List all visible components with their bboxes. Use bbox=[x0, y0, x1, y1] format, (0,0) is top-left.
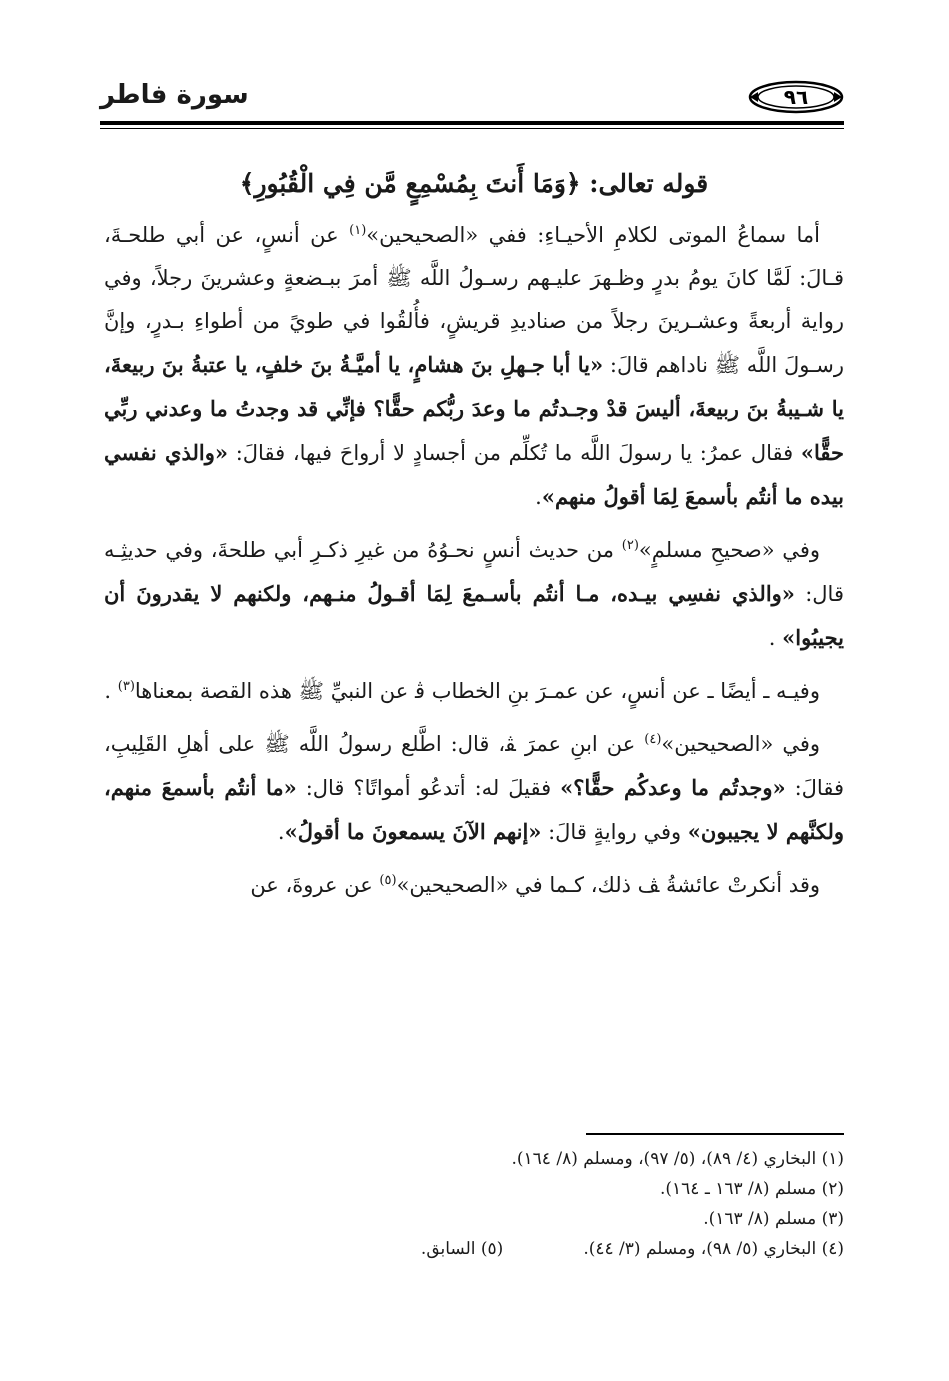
text-run: . bbox=[535, 485, 542, 509]
footnote-ref: (٤) bbox=[644, 732, 662, 747]
footnote-ref: (١) bbox=[349, 223, 367, 238]
paragraph-2 bbox=[104, 529, 844, 660]
paragraph-3 bbox=[104, 670, 844, 713]
text-run: وقد أنكرتْ عائشةُ ﭫ ذلك، كـما في «الصحيحين» bbox=[396, 873, 820, 897]
text-run: وفيـه ـ أيضًا ـ عن أنسٍ، عن عمـرَ بنِ الخطاب ﭬ عن النبيِّ ﷺ هذه القصة بمعناها bbox=[134, 679, 820, 703]
footnote-ref: (٣) bbox=[117, 679, 135, 694]
hadith-quote: «يا أبا جـهلِ بنَ هشامٍ، يا أميَّـةُ بنَ خلفٍ، يا عتبةُ بنَ ربيعةَ، يا شـيبةُ بنَ ربيعةَ، أليسَ قدْ وجـدتُم ما وعدَ ربُّكم حقًّا؟ فإنِّي قد وجدتُ ما وعدني ربِّي حقًّا» bbox=[104, 352, 844, 465]
text-run: . bbox=[104, 679, 118, 703]
hadith-quote: «وجدتُم ما وعدكُم حقًّا؟» bbox=[560, 775, 786, 800]
hadith-quote: «ما أنتُم بأسمعَ منهم، ولكنَّهم لا يجيبون» bbox=[104, 775, 844, 844]
text-run: فقيلَ له: أتدعُو أمواتًا؟ قال: bbox=[296, 776, 561, 800]
text-run: عن ابنِ عمرَ ﭭ، قال: اطَّلع رسولُ اللَّه ﷺ على أهلِ القَلِيبِ، فقالَ: bbox=[104, 732, 844, 800]
footnotes bbox=[104, 1144, 844, 1264]
main-text bbox=[104, 160, 844, 917]
paragraph-4 bbox=[104, 723, 844, 854]
footnote-5: (٥) السابق. bbox=[420, 1239, 504, 1259]
hadith-quote: «والذي نفسِي بيـده، مـا أنتُم بأسـمعَ لِمَا أقـولُ منـهم، ولكنهم لا يقدرونَ أن يجيبُوا» bbox=[104, 581, 844, 650]
text-run: من حديث أنسٍ نحـوُهُ من غيرِ ذكـرِ أبي طلحةَ، وفي حديثِـه قال: bbox=[104, 538, 844, 606]
text-run: وفي روايةٍ قالَ: bbox=[541, 820, 688, 844]
footnote-separator bbox=[586, 1133, 844, 1135]
footnote-row bbox=[104, 1234, 844, 1264]
paragraph-1 bbox=[104, 214, 844, 519]
text-run: . bbox=[277, 820, 285, 844]
text-run: عن أنسٍ، عن أبي طلحـةَ، قـالَ: لَمَّا كانَ يومُ بدرٍ وظـهرَ عليـهم رسـولُ اللَّه ﷺ أمرَ ببـضعةٍ وعشرينَ رجلاً، وفي رواية أربعةً وعشـرينَ رجلاً من صناديدِ قريشٍ، فأُلقُوا في طويً من أطواءِ بـدرٍ، وإنَّ رسـولَ اللَّه ﷺ ناداهم قالَ: bbox=[104, 223, 845, 377]
header-rule-thin bbox=[100, 128, 844, 129]
page-number: ٩٦ bbox=[783, 85, 809, 109]
text-run: وفي «صحيحِ مسلمٍ» bbox=[638, 538, 820, 562]
text-run: وفي «الصحيحين» bbox=[661, 732, 820, 756]
hadith-quote: «والذي نفسي بيده ما أنتُم بأسمعَ لِمَا أقولُ منهم» bbox=[104, 440, 844, 509]
verse-heading: قوله تعالى: ﴿وَمَا أَنتَ بِمُسْمِعٍ مَّن فِي الْقُبُورِ﴾ bbox=[239, 169, 709, 198]
footnote-ref: (٢) bbox=[621, 538, 639, 553]
text-run: عن عروةَ، عن bbox=[250, 873, 380, 897]
paragraph-5 bbox=[104, 864, 844, 907]
footnote-ref: (٥) bbox=[379, 873, 397, 888]
text-run: . bbox=[768, 626, 783, 650]
footnote-3: (٣) مسلم (٨/ ١٦٣). bbox=[703, 1209, 844, 1229]
footnote-1: (١) البخاري (٤/ ٨٩)، (٥/ ٩٧)، ومسلم (٨/ ١٦٤). bbox=[511, 1149, 844, 1169]
page-header bbox=[100, 78, 844, 120]
hadith-quote: «إنهم الآنَ يسمعونَ ما أقولُ» bbox=[284, 819, 542, 844]
footnote-2: (٢) مسلم (٨/ ١٦٣ ـ ١٦٤). bbox=[659, 1179, 844, 1199]
surah-title: سورة فاطر bbox=[100, 80, 249, 110]
header-rule-thick bbox=[100, 121, 844, 125]
footnote-4: (٤) البخاري (٥/ ٩٨)، ومسلم (٣/ ٤٤). bbox=[583, 1239, 844, 1259]
text-run: فقال عمرُ: يا رسولَ اللَّه ما تُكلِّم من أجسادٍ لا أرواحَ فيها، فقالَ: bbox=[228, 441, 801, 465]
text-run: أما سماعُ الموتى لكلامِ الأحيـاءِ: ففي «الصحيحين» bbox=[366, 223, 820, 247]
